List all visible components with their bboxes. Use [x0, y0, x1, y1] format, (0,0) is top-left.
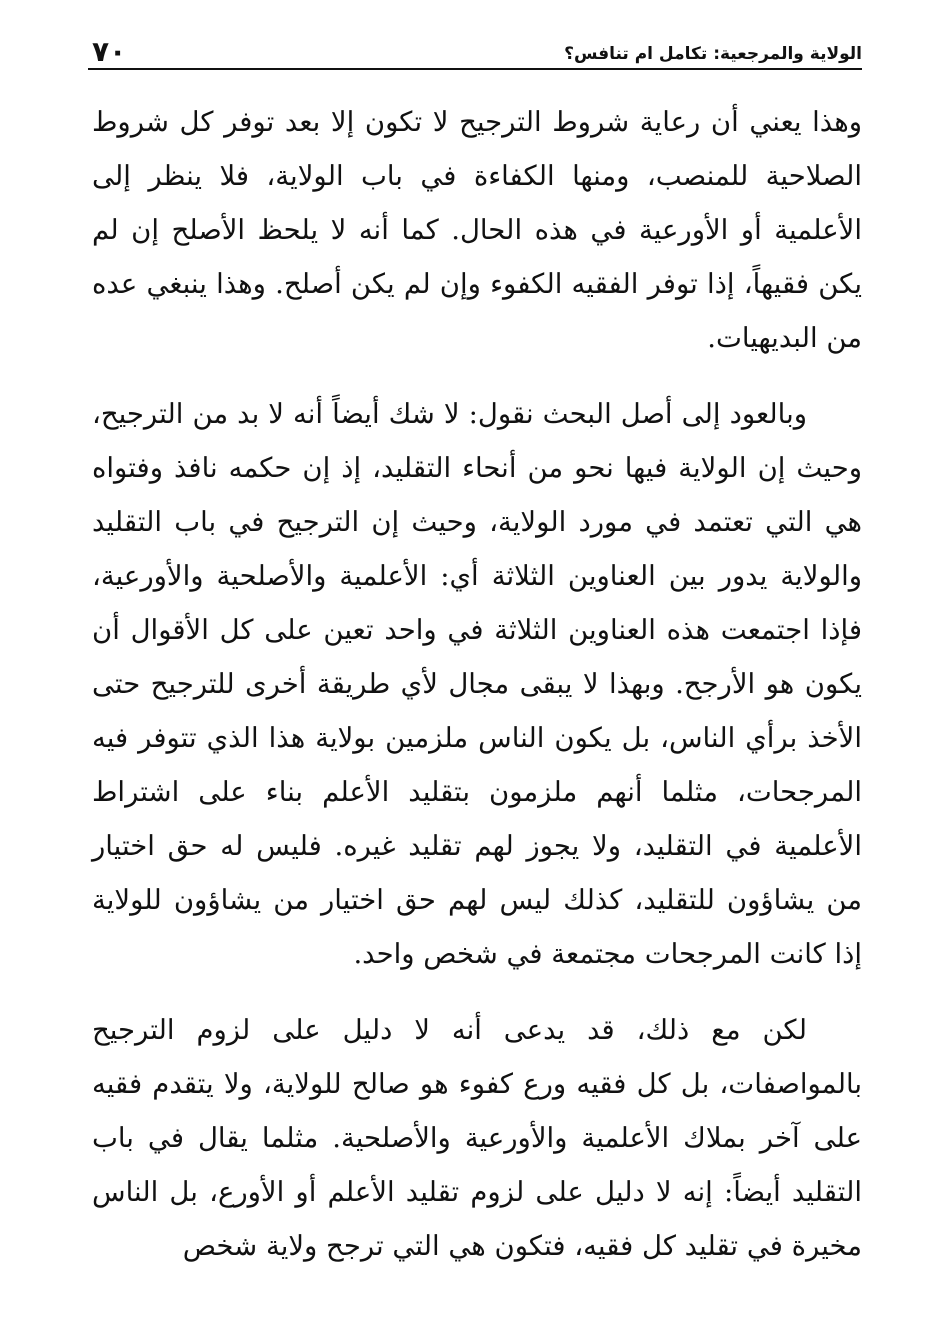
paragraph-1: وهذا يعني أن رعاية شروط الترجيح لا تكون إلا بعد توفر كل شروط الصلاحية للمنصب، ومنها الكفاءة في باب الولاية، فلا ينظر إلى الأعلمية أو الأورعية في هذه الحال. كما أنه لا يلحظ الأصلح إن لم يكن فقيهاً، إذا توفر الفقيه الكفوء وإن لم يكن أصلح. وهذا ينبغي عده من البديهيات. — [92, 106, 862, 354]
paragraph-2: وبالعود إلى أصل البحث نقول: لا شك أيضاً أنه لا بد من الترجيح، وحيث إن الولاية فيها نحو من أنحاء التقليد، إذ إن حكمه نافذ وفتواه هي التي تعتمد في مورد الولاية، وحيث إن الترجيح في باب التقليد والولاية يدور بين العناوين الثلاثة أي: الأعلمية والأصلحية والأورعية، فإذا اجتمعت هذه العناوين الثلاثة في واحد تعين على كل الأقوال أن يكون هو الأرجح. وبهذا لا يبقى مجال لأي طريقة أخرى للترجيح حتى الأخذ برأي الناس، بل يكون الناس ملزمين بولاية هذا الذي تتوفر فيه المرجحات، مثلما أنهم ملزمون بتقليد الأعلم بناء على اشتراط الأعلمية في التقليد، ولا يجوز لهم تقليد غيره. فليس له حق اختيار من يشاؤون للتقليد، كذلك ليس لهم حق اختيار من يشاؤون للولاية إذا كانت المرجحات مجتمعة في شخص واحد. — [92, 398, 862, 970]
running-header — [88, 28, 862, 70]
body-text — [92, 95, 862, 1273]
paragraph-spacer — [92, 365, 862, 387]
page-number: ٧٠ — [92, 35, 127, 68]
paragraph-3: لكن مع ذلك، قد يدعى أنه لا دليل على لزوم الترجيح بالمواصفات، بل كل فقيه ورع كفوء هو صالح للولاية، ولا يتقدم فقيه على آخر بملاك الأعلمية والأورعية والأصلحية. مثلما يقال في باب التقليد أيضاً: إنه لا دليل على لزوم تقليد الأعلم أو الأورع، بل الناس مخيرة في تقليد كل فقيه، فتكون هي التي ترجح ولاية شخص — [92, 1014, 862, 1262]
running-title: الولاية والمرجعية: تكامل ام تنافس؟ — [564, 44, 862, 64]
paragraph-spacer — [92, 981, 862, 1003]
